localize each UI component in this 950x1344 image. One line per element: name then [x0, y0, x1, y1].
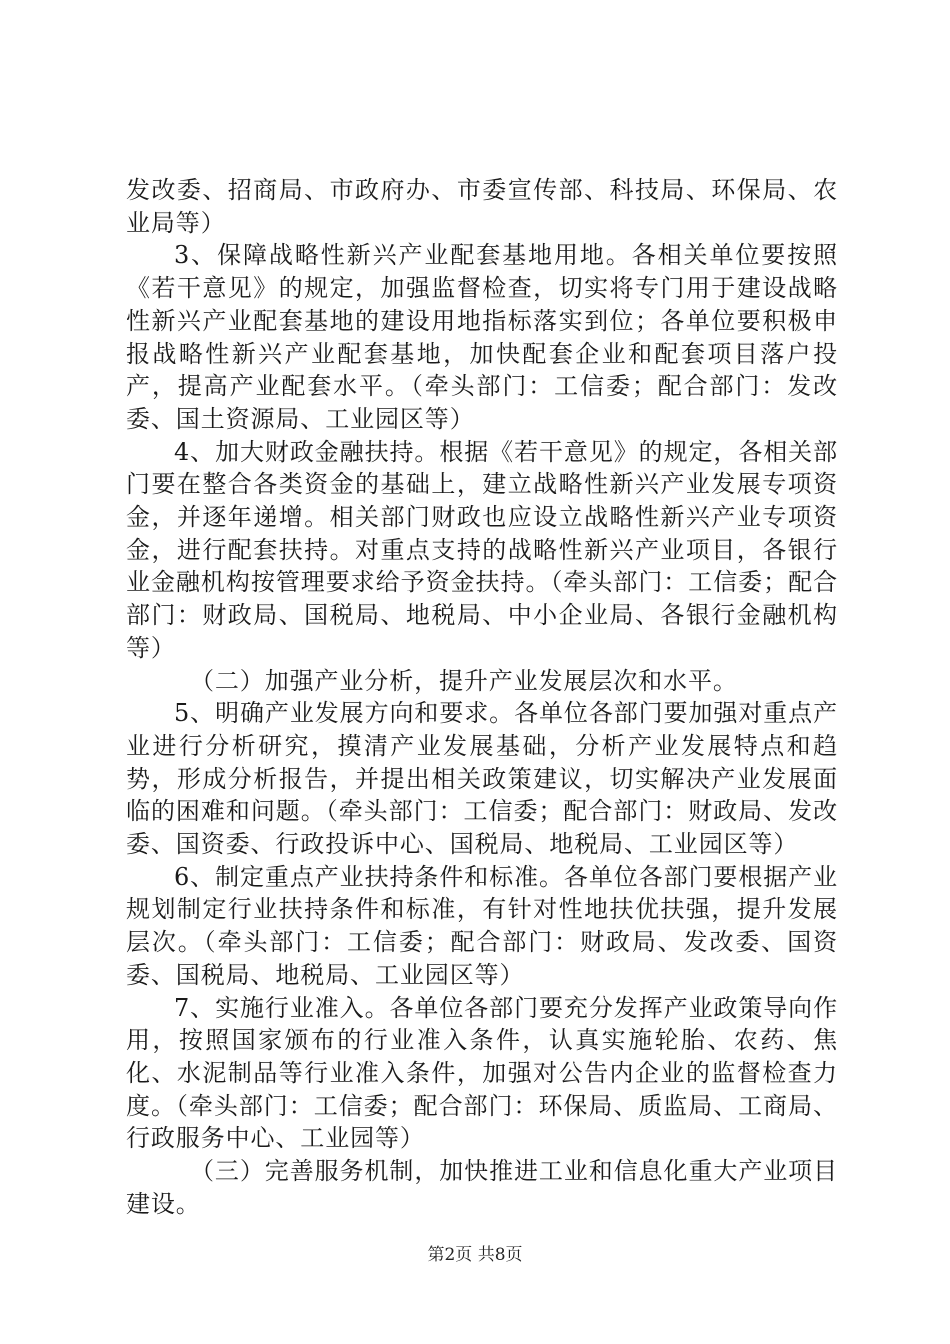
paragraph-item-4: 4、加大财政金融扶持。根据《若干意见》的规定，各相关部门要在整合各类资金的基础上，建立战略性新兴产业发展专项资金，并逐年递增。相关部门财政也应设立战略性新兴产业专项资金，进行配套扶持。对重点支持的战略性新兴产业项目，各银行业金融机构按管理要求给予资金扶持。（牵头部门：工信委；配合部门：财政局、国税局、地税局、中小企业局、各银行金融机构等） [126, 437, 838, 662]
paragraph-item-5: 5、明确产业发展方向和要求。各单位各部门要加强对重点产业进行分析研究，摸清产业发展基础，分析产业发展特点和趋势，形成分析报告，并提出相关政策建议，切实解决产业发展面临的困难和问题。（牵头部门：工信委；配合部门：财政局、发改委、国资委、行政投诉中心、国税局、地税局、工业园区等） [126, 699, 838, 859]
section-heading-3: （三）完善服务机制，加快推进工业和信息化重大产业项目建设。 [126, 1157, 838, 1218]
paragraph-item-6: 6、制定重点产业扶持条件和标准。各单位各部门要根据产业规划制定行业扶持条件和标准，有针对性地扶优扶强，提升发展层次。（牵头部门：工信委；配合部门：财政局、发改委、国资委、国税局、地税局、工业园区等） [126, 862, 838, 989]
document-body [126, 174, 838, 1221]
section-heading-2: （二）加强产业分析，提升产业发展层次和水平。 [190, 666, 738, 695]
paragraph-item-3: 3、保障战略性新兴产业配套基地用地。各相关单位要按照《若干意见》的规定，加强监督检查，切实将专门用于建设战略性新兴产业配套基地的建设用地指标落实到位；各单位要积极申报战略性新兴产业配套基地，加快配套企业和配套项目落户投产，提高产业配套水平。（牵头部门：工信委；配合部门：发改委、国土资源局、工业园区等） [126, 241, 838, 433]
paragraph-item-7: 7、实施行业准入。各单位各部门要充分发挥产业政策导向作用，按照国家颁布的行业准入条件，认真实施轮胎、农药、焦化、水泥制品等行业准入条件，加强对公告内企业的监督检查力度。（牵头部门：工信委；配合部门：环保局、质监局、工商局、行政服务中心、工业园等） [126, 993, 838, 1153]
page-number-footer: 第2页 共8页 [427, 1245, 523, 1265]
paragraph-continuation: 发改委、招商局、市政府办、市委宣传部、科技局、环保局、农业局等） [126, 176, 838, 237]
